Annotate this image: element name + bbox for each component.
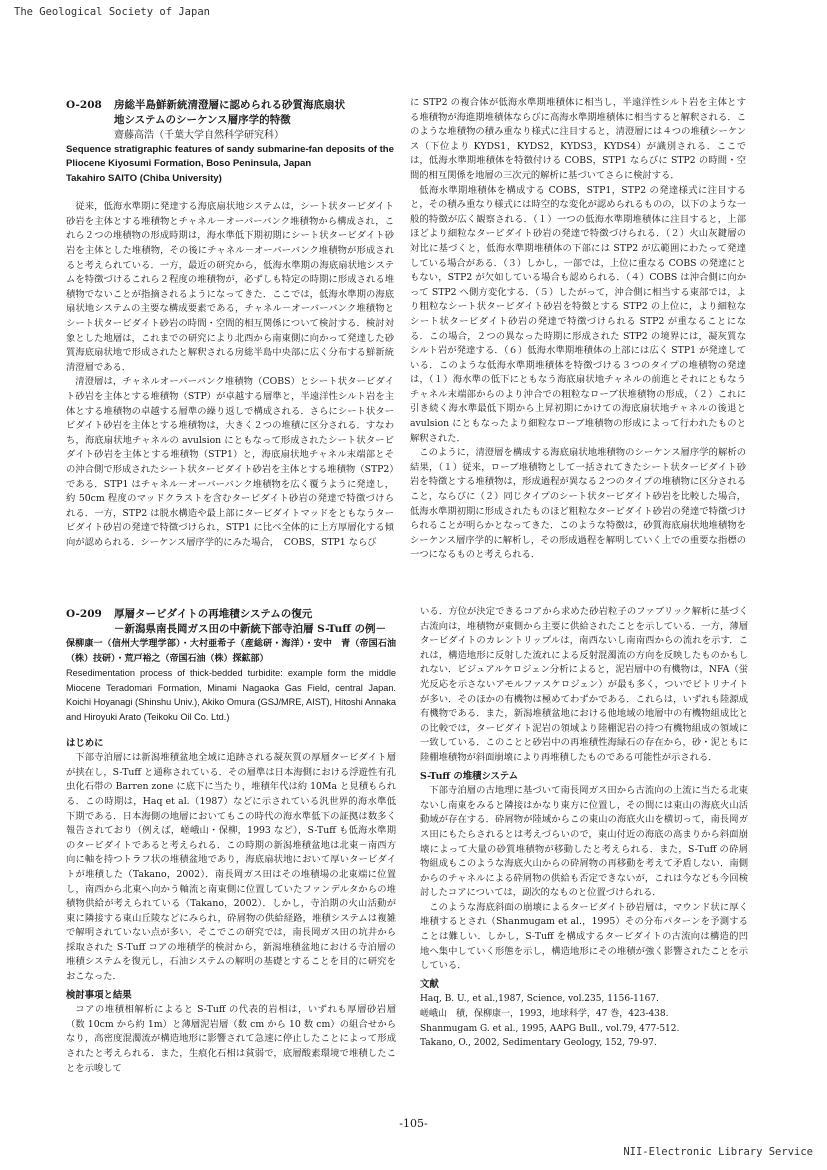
abstract-o208-right [410, 96, 746, 598]
authors-jp: 保柳康一（信州大学理学部）・大村亜希子（産総研・海洋）・安中 青（帝国石油（株）技研）・荒戸裕之（帝国石油（株）探鉱部） [66, 639, 396, 664]
abstract-id: O-208 [66, 99, 102, 111]
body-paragraph: このように，清澄層を構成する海底扇状地堆積物のシーケンス層序学的解析の結果，（１）従来，ローブ堆積物として一括されてきたシート状タービダイト砂岩を特徴とする堆積物は，形成過程が異なる２つのタイプの堆積物に区分されること，ならびに（２）同じタイプのシート状タービダイト砂岩を比較した場合，低海水準期初期に形成されたものほど粗粒なタービダイト砂岩の発達で特徴づけられることが明らかとなってきた．このような特徴は，砂質海底扇状地堆積物をシーケンス層序学的に解析し，その形成過程を解明していく上での重要な指標の一つになるものと考えられる． [410, 447, 746, 561]
abstract-o209-left [66, 607, 396, 1107]
library-footer: NII-Electronic Library Service [623, 1146, 813, 1158]
abstract-o208-title: O-208 房総半島鮮新統清澄層に認められる砂質海底扇状 地システムのシーケンス層序学的特徴 [66, 99, 345, 126]
abstract-o208-left [66, 98, 394, 596]
references-heading: 文献 [420, 978, 439, 990]
abstract-o209-title: O-209 厚層タービダイトの再堆積システムの復元 －新潟県南長岡ガス田の中新統下部寺泊層 S-Tuff の例－ [66, 608, 386, 635]
reference-item: Shanmugam G. et al., 1995, AAPG Bull., vol.79, 477-512. [420, 1023, 680, 1034]
body-paragraph: このような海底斜面の崩壊によるタービダイト砂岩層は，マウンド状に厚く堆積するとされ（Shanmugam et al.，1995）その分布パターンを予測することは難しい．しかし，S-Tuff を構成するタービダイトの古流向は構造的凹地へ集中していく形態を示し，構造地形にその堆積が強く影響されたことを示している． [420, 901, 748, 972]
body-paragraph: 清澄層は，チャネルオーバーバンク堆積物（COBS）とシート状タービダイト砂岩を主体とする堆積物（STP）が卓越する層準と，半遠洋性シルト岩を主体とする堆積物の卓越する層準の繰り返しで構成される．さらにシート状タービダイト砂岩を主体とする堆積物は，大きく２つの堆積に区分される．すなわち，海底扇状地チャネルの avulsion にともなって形成されたシート状タービダイト砂岩を主体とする堆積物（STP1）と，海底扇状地チャネル末端部とその沖合側で形成されたシート状タービダイト砂岩を主体とする堆積物（STP2）である．STP1 はチャネル－オーバーバンク堆積物を広く覆うように発達し，約 50cm 程度のマッドクラストを含むタービダイト砂岩の発達で特徴づけられる．一方，STP2 は脱水構造や最上部にタービダイトマッドをともなうタービダイト砂岩の発達で特徴づけられ，STP1 に比べ全体的に上方厚層化する傾向が認められる．シーケンス層序学的にみた場合， COBS，STP1 ならび [66, 376, 394, 548]
abstract-id: O-209 [66, 608, 102, 620]
section-heading: S-Tuff の堆積システム [420, 770, 519, 782]
section-heading: はじめに [66, 737, 104, 749]
english-title-authors: Resedimentation process of thick-bedded turbidite: example form the middle Miocene Teradomari Formation, Minami Nagaoka Gas Field, central Japan. Koichi Hoyanagi (Shinshu Univ.), Akiko Omura (GSJ/MRE, AIST), Hitoshi Annaka and Hiroyuki Arato (Teikoku Oil Co. Ltd.) [66, 668, 396, 722]
abstract-o209-right [420, 605, 748, 1105]
page-number: -105- [399, 1117, 428, 1130]
body-paragraph: 従来，低海水準期に発達する海底扇状地システムは，シート状タービダイト砂岩を主体とする堆積物とチャネル－オーバーバンク堆積物から構成され，これら２つの堆積物の形成時期は，海水準低下期初期にシート状タービダイト砂岩を主体とした堆積物，その後にチャネル－オーバーバンク堆積物が形成されると考えられている．一方，最近の研究から，低海水準期の海底扇状地システムを特徴づけるこれら２程度の堆積物が，必ずしも特定の時期に形成される堆積物でないことが指摘されるようになってきた．ここでは，低海水準期の海底扇状地システムの主要な構成要素である，チャネル－オーバーバンク堆積物とシート状タービダイト砂岩の時間・空間的相互関係について検討する．検討対象とした地層は，これまでの研究により北西から南東側に向かって発達した砂質海底扇状地で形成されたと解釈される房総半島中央部に広く分布する鮮新統清澄層である． [66, 201, 394, 373]
body-paragraph: いる．方位が決定できるコアから求めた砂岩粒子のファブリック解析に基づく古流向は，堆積物が東側から主要に供給されたことを示している．一方，薄層タービダイトのカレントリップルは，南西ないし南南西からの流れを示す．これは，構造地形に反射した流れによる反射混濁流の方向を反映したものかもしれない．ビジュアルケロジェン分析によると，泥岩層中の有機物は，NFA（蛍光反応を示さないアモルファスケロジェン）が最も多く，ついでビトリナイトが多い．そのほかの有機物は極めてわずかである．これらは，いずれも陸源成有機物である．また，新潟堆積盆地における他地域の地層中の有機物組成比との比較では，タービダイト泥岩の領域より陸棚泥岩の持つ有機物組成の領域に一致している．このことと砂岩中の再堆積性海緑石の存在から，砂・泥ともに陸棚堆積物が斜面崩壊により再堆積したものである可能性が示される． [420, 606, 748, 763]
english-author: Takahiro SAITO (Chiba University) [66, 172, 222, 184]
body-paragraph: 低海水準期堆積体を構成する COBS，STP1，STP2 の発達様式に注目すると，その積み重なり様式には時空的な変化が認められるものの，以下のような一般的特徴が広く観察される．（１）一つの低海水準期堆積体に注目すると，上部ほどより細粒なタービダイト砂岩の発達で特徴づけられる．（２）火山灰鍵層の対比に基づくと，低海水準期堆積体の下部には STP2 が広範囲にわたって発達している場合がある．（３）しかし，一部では，上位に重なる COBS の発達にともない，STP2 が欠如している場合も認められる．（４）COBS は沖合側に向かって STP2 へ側方変化する．（５）したがって，沖合側に相当する東部では，より粗粒なシート状タービダイト砂岩を特徴とする STP2 の上位に，より細粒なシート状タービダイト砂岩の発達で特徴づけられる STP2 が重なることになる．この場合，２つの異なった時期に形成された STP2 の境界には，凝灰質なシルト岩が発達する．（６）低海水準期堆積体の上部には広く STP1 が発達している．このような低海水準期堆積体を特徴づける３つのタイプの堆積物の発達は，（１）海水準の低下にともなう海底扇状地チャネルの前進とそれにともなうチャネル末端部からのより沖合での粗粒なローブ状堆積物の形成，（２）これに引き続く海水準最低下期から上昇初期にかけての海底扇状地チャネルの後退と avulsion にともなったより細粒なローブ堆積物の形成によって行われたものと解釈された． [410, 184, 746, 444]
journal-header: The Geological Society of Japan [14, 6, 210, 18]
body-paragraph: 下部寺泊層の古地理に基づいて南長岡ガス田から古流向の上流に当たる北東ないし南東をみると隣接はかなり東方に位置し，その間には東山の海底火山活動域が存在する．砕屑物が陸域からこの東山の海底火山を横切って，南長岡ガス田にもたらされるとは考えづらいので，東山付近の海底の高まりから斜面崩壊によって大量の砂質堆積物が移動したと考えられる．また，S-Tuff の砕屑物組成もこのような海底火山からの砕屑物の再移動を考えて矛盾しない．南側からのチャネルによる砕屑物の供給も否定できないが，これは今なども今回検討したコアについては，副次的なものと位置づけられる． [420, 785, 748, 899]
english-title: Sequence stratigraphic features of sandy submarine-fan deposits of the Pliocene Kiyosumi Formation, Boso Peninsula, Japan [66, 144, 394, 170]
body-paragraph: に STP2 の複合体が低海水準期堆積体に相当し，半遠洋性シルト岩を主体とする堆積物が海進期堆積体ならびに高海水準期堆積体に相当すると解釈される．このような堆積物の積み重なり様式に注目すると，清澄層には４つの堆積シーケンス（下位より KYDS1，KYDS2，KYDS3，KYDS4）が識別される．ここでは，低海水準期堆積体を特徴付ける COBS，STP1 ならびに STP2 の時間・空間的相互関係を地層の三次元的解析に基づいてさらに検討する． [410, 97, 746, 181]
section-heading: 検討事項と結果 [66, 989, 132, 1001]
body-paragraph: 下部寺泊層には新潟堆積盆地全域に追跡される凝灰質の厚層タービダイト層が挟在し，S-Tuff と通称されている．その層準は日本海側における浮遊性有孔虫化石帯の Barren zone に底下に当たり，堆積年代は約 10Ma と見積もられる．この時期は，Haq et al.（1987）などに示されている汎世界的海水準低下期である．日本海側の地層においてもこの時代の海水準低下の証拠は数多く報告されており（例えば，嵯峨山・保柳，1993 など），S-Tuff も低海水準期のタービダイトであると考えられる．この時期の新潟堆積盆地は北東－南西方向に軸を持つトラフ状の堆積盆地であり，海底扇状地において厚いタービダイトが堆積した（Takano，2002）．南長岡ガス田はその堆積場の北東端に位置し，南西から北東へ向かう軸流と南東側に位置していたファンデルタからの堆積物供給が考えられている（Takano，2002）．しかし，寺泊期の火山活動が東に隣接する東山丘陵などにみられ，砕屑物の供給経路，堆積システムは複雑で解明されていない点が多い．そこでこの研究では，南長岡ガス田の坑井から採取された S-Tuff コアの堆積学的検討から，新潟堆積盆地における寺泊層の堆積システムを復元し，石油システムの解明の基礎とすることを目的に研究をおこなった． [66, 752, 396, 983]
reference-item: Haq, B. U., et al.,1987, Science, vol.235, 1156-1167. [420, 994, 659, 1005]
reference-item: Takano, O., 2002, Sedimentary Geology, 152, 79-97. [420, 1038, 657, 1049]
body-paragraph: コアの堆積相解析によると S-Tuff の代表的岩相は，いずれも厚層砂岩層（数 10cm から約 1m）と薄層泥岩層（数 cm から 10 数 cm）の組合せからなり，高密度混濁流が構造地形に影響されて急速に停止したことによって形成されたと考えられる．また，生痕化石相は貧弱で，底層酸素環境で堆積したことを示唆して [66, 1004, 396, 1074]
author-jp: 齋藤高浩（千葉大学自然科学研究科） [114, 130, 284, 141]
reference-item: 嵯峨山 積，保柳康一，1993，地球科学，47 巻，423-438. [420, 1009, 669, 1020]
